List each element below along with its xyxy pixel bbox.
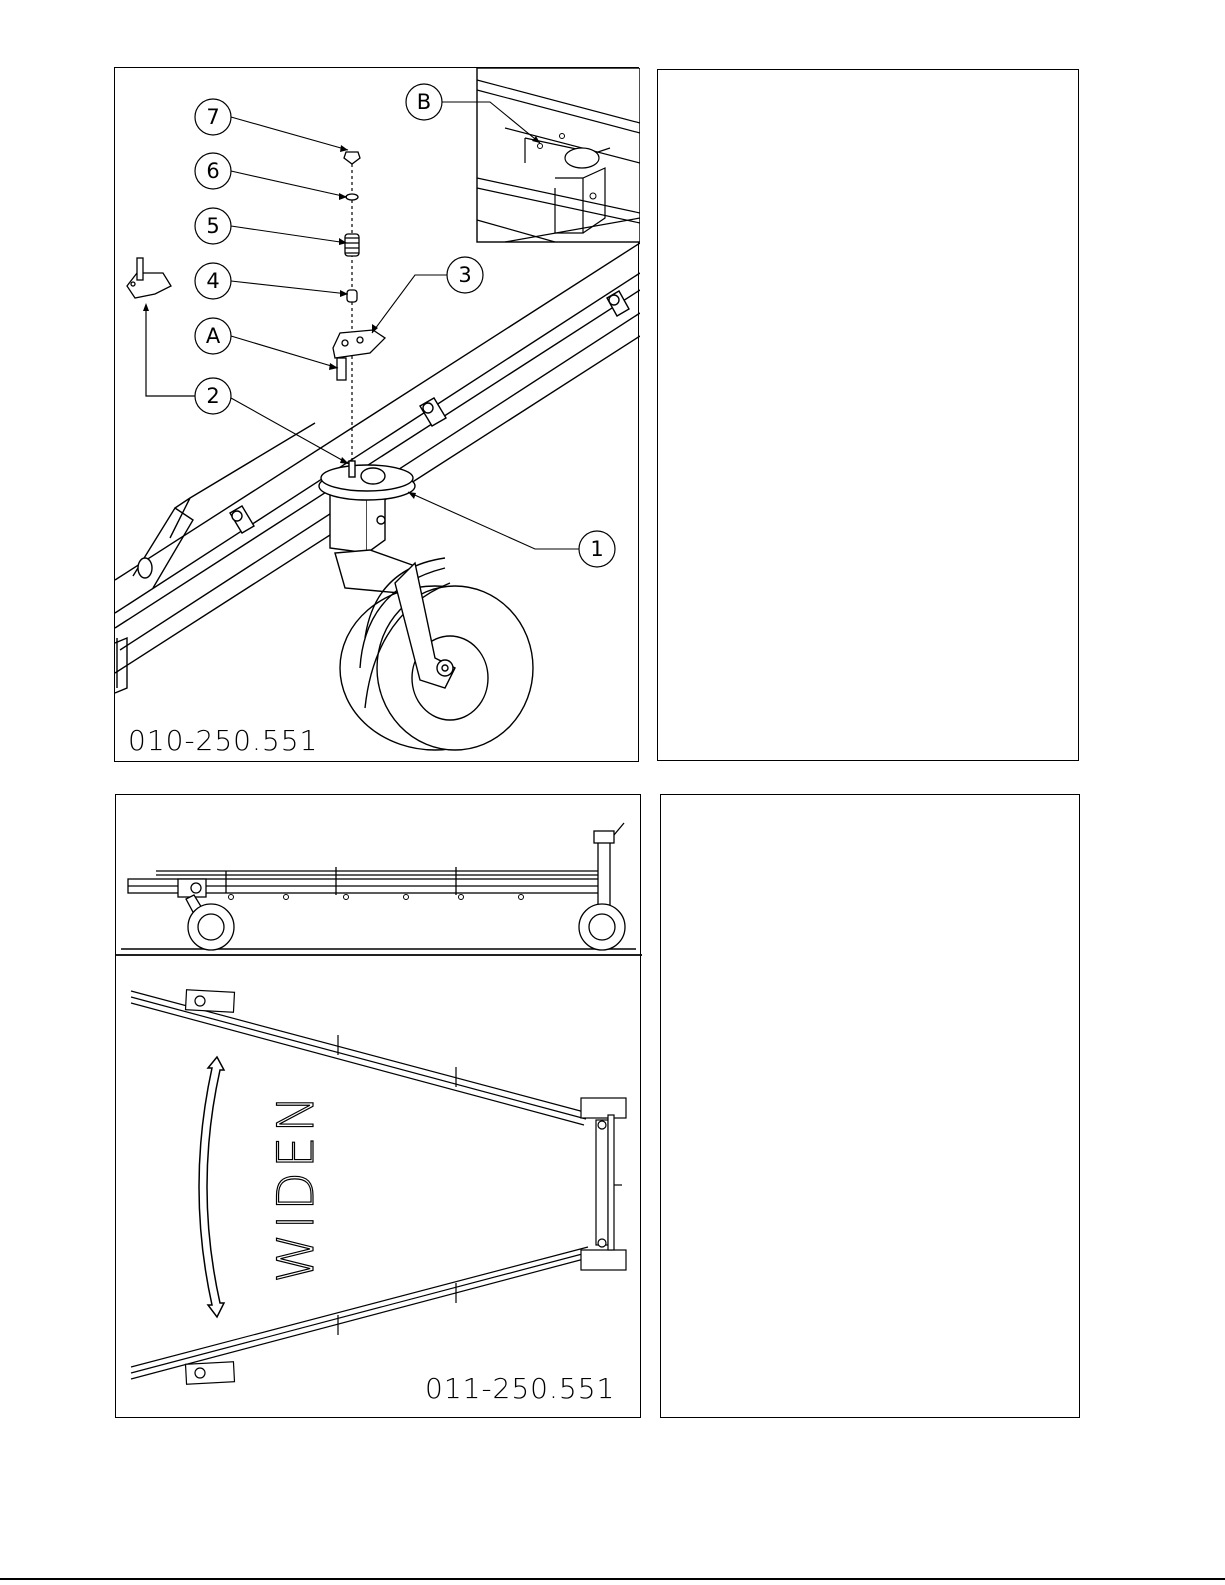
callout-2-label: 2: [206, 384, 220, 408]
callout-7: [195, 99, 231, 135]
callout-3-label: 3: [458, 263, 472, 287]
callout-1-label: 1: [590, 537, 604, 561]
leader-spare: [146, 308, 195, 396]
figure-2-drawing: [116, 795, 642, 1419]
callout-b-label: B: [416, 90, 432, 114]
figure-2-number: 011-250.551: [425, 1372, 616, 1405]
detail-inset: [477, 68, 640, 242]
figure-2-widen-diagram: [115, 794, 641, 1418]
callout-1: [579, 531, 615, 567]
callout-3: [447, 257, 483, 293]
side-view-frame: [116, 823, 642, 955]
top-view-upper-arm: [131, 990, 588, 1125]
callout-b: [406, 84, 442, 120]
pin-part: [337, 358, 346, 380]
washer-part: [346, 194, 358, 200]
spare-pin-part: [137, 258, 143, 280]
widen-arrow: [199, 1057, 224, 1317]
callout-a-label: A: [205, 324, 221, 348]
text-box-2: [660, 794, 1080, 1418]
bushing-part: [347, 290, 357, 302]
figure-1-drawing: [115, 68, 640, 763]
widen-label: WIDEN: [267, 1091, 325, 1283]
callout-5-label: 5: [206, 214, 220, 238]
text-box-1: [657, 69, 1079, 761]
callout-a: [195, 318, 231, 354]
callout-6-label: 6: [206, 159, 220, 183]
nut-part: [344, 152, 360, 164]
callout-2: [195, 378, 231, 414]
side-view-wheels-small: [229, 895, 524, 900]
top-view-hitch: [581, 1098, 626, 1270]
figure-1-number: 010-250.551: [128, 724, 319, 757]
callout-4-label: 4: [206, 269, 220, 293]
caster-wheel-assembly: [319, 461, 533, 750]
top-view-lower-arm: [131, 1247, 588, 1384]
pin-plate-part: [333, 330, 385, 358]
exploded-parts: [127, 152, 385, 380]
callout-5: [195, 208, 231, 244]
figure-1-exploded-assembly: [114, 67, 639, 762]
callout-4: [195, 263, 231, 299]
page-bottom-rule: [0, 1578, 1225, 1580]
callout-7-label: 7: [206, 105, 220, 129]
callout-6: [195, 153, 231, 189]
